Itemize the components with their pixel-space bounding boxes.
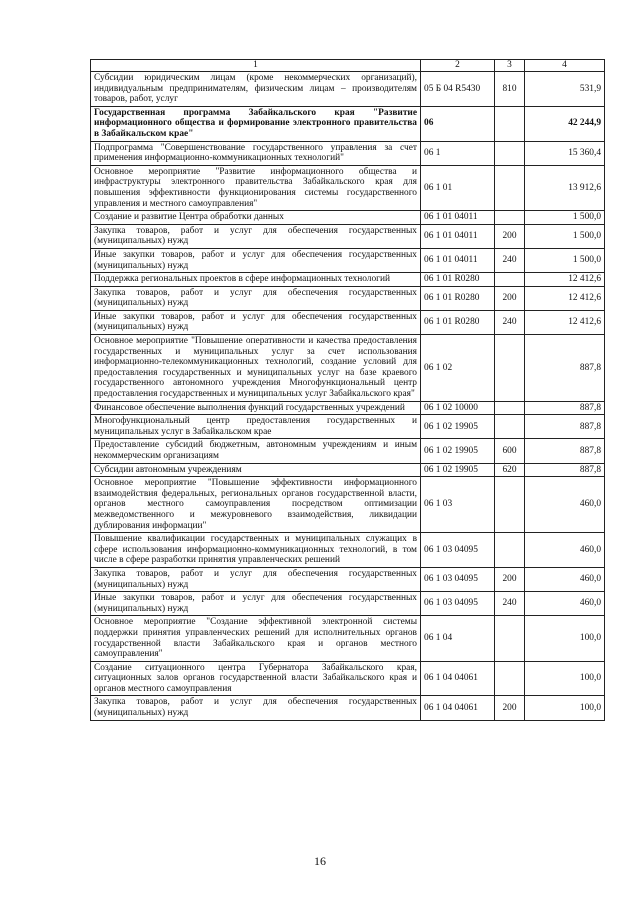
row-amount-cell: 42 244,9	[525, 106, 605, 141]
row-name-cell: Основное мероприятие "Создание эффективной электронной системы поддержки принятия управленческих решений для исполнительных органов государственной власти Забайкальского края и органов местного самоуправления"	[91, 616, 421, 661]
row-code-cell: 06 1 04 04061	[421, 696, 495, 720]
table-row	[91, 273, 605, 287]
row-name-cell: Многофункциональный центр предоставления государственных и муниципальных услуг в Забайкальском крае	[91, 415, 421, 439]
header-col-1: 1	[91, 60, 421, 72]
page-number: 16	[314, 854, 326, 868]
row-name-cell: Повышение квалификации государственных и муниципальных служащих в сфере использования информационно-коммуникационных технологий, в том числе в сфере разработки принятия управленческих решений	[91, 533, 421, 568]
header-col-2: 2	[421, 60, 495, 72]
table-row	[91, 616, 605, 661]
row-code-cell: 06 1 04	[421, 616, 495, 661]
row-amount-cell: 15 360,4	[525, 141, 605, 165]
row-name-cell: Основное мероприятие "Развитие информационного общества и инфраструктуры электронного правительства Забайкальского края для повышения эффективности функционирования системы государственного управления и местного самоуправления"	[91, 165, 421, 210]
row-type-cell: 620	[495, 463, 525, 477]
header-col-3: 3	[495, 60, 525, 72]
row-amount-cell: 100,0	[525, 616, 605, 661]
row-type-cell: 600	[495, 439, 525, 463]
budget-table	[90, 59, 605, 721]
row-code-cell: 05 Б 04 R5430	[421, 72, 495, 107]
table-row	[91, 439, 605, 463]
row-code-cell: 06 1	[421, 141, 495, 165]
row-amount-cell: 13 912,6	[525, 165, 605, 210]
row-code-cell: 06 1 01 04011	[421, 211, 495, 225]
row-name-cell: Иные закупки товаров, работ и услуг для обеспечения государственных (муниципальных) нужд	[91, 248, 421, 272]
row-name-cell: Субсидии юридическим лицам (кроме некоммерческих организаций), индивидуальным предпринимателям, физическим лицам – производителям товаров, работ, услуг	[91, 72, 421, 107]
row-name-cell: Закупка товаров, работ и услуг для обеспечения государственных (муниципальных) нужд	[91, 567, 421, 591]
row-amount-cell: 100,0	[525, 661, 605, 696]
row-code-cell: 06 1 03 04095	[421, 533, 495, 568]
table-row	[91, 533, 605, 568]
table-row	[91, 335, 605, 402]
header-col-4: 4	[525, 60, 605, 72]
row-amount-cell: 460,0	[525, 477, 605, 533]
row-amount-cell: 887,8	[525, 463, 605, 477]
row-code-cell: 06 1 02 10000	[421, 401, 495, 415]
row-code-cell: 06 1 03 04095	[421, 592, 495, 616]
row-code-cell: 06 1 01 R0280	[421, 273, 495, 287]
row-type-cell: 200	[495, 696, 525, 720]
table-row	[91, 141, 605, 165]
row-name-cell: Предоставление субсидий бюджетным, автономным учреждениям и иным некоммерческим организациям	[91, 439, 421, 463]
row-name-cell: Иные закупки товаров, работ и услуг для обеспечения государственных (муниципальных) нужд	[91, 592, 421, 616]
table-row	[91, 286, 605, 310]
row-amount-cell: 1 500,0	[525, 248, 605, 272]
table-row	[91, 72, 605, 107]
row-type-cell: 810	[495, 72, 525, 107]
row-code-cell: 06 1 02	[421, 335, 495, 402]
row-code-cell: 06 1 03 04095	[421, 567, 495, 591]
table-row	[91, 106, 605, 141]
table-row	[91, 463, 605, 477]
row-code-cell: 06 1 02 19905	[421, 415, 495, 439]
header-row	[91, 60, 605, 72]
table-row	[91, 165, 605, 210]
row-type-cell: 240	[495, 592, 525, 616]
row-amount-cell: 531,9	[525, 72, 605, 107]
row-code-cell: 06 1 01 04011	[421, 248, 495, 272]
row-amount-cell: 460,0	[525, 533, 605, 568]
table-row	[91, 211, 605, 225]
row-name-cell: Субсидии автономным учреждениям	[91, 463, 421, 477]
row-amount-cell: 887,8	[525, 401, 605, 415]
row-type-cell: 200	[495, 286, 525, 310]
row-name-cell: Создание ситуационного центра Губернатора Забайкальского края, ситуационных залов органов государственной власти Забайкальского края и органов местного самоуправления	[91, 661, 421, 696]
row-type-cell	[495, 335, 525, 402]
row-type-cell	[495, 661, 525, 696]
table-row	[91, 592, 605, 616]
row-type-cell	[495, 616, 525, 661]
row-code-cell: 06 1 01 R0280	[421, 310, 495, 334]
row-code-cell: 06 1 01 R0280	[421, 286, 495, 310]
row-amount-cell: 12 412,6	[525, 310, 605, 334]
table-row	[91, 696, 605, 720]
row-name-cell: Основное мероприятие "Повышение эффективности информационного взаимодействия федеральных, региональных органов государственной власти, органов местного самоуправления посредством оптимизации межведомственного и межуровневого взаимодействия, ликвидации дублирования информации"	[91, 477, 421, 533]
row-type-cell	[495, 273, 525, 287]
row-type-cell	[495, 106, 525, 141]
row-name-cell: Закупка товаров, работ и услуг для обеспечения государственных (муниципальных) нужд	[91, 696, 421, 720]
row-amount-cell: 1 500,0	[525, 224, 605, 248]
row-amount-cell: 12 412,6	[525, 286, 605, 310]
row-amount-cell: 1 500,0	[525, 211, 605, 225]
row-code-cell: 06 1 02 19905	[421, 439, 495, 463]
row-code-cell: 06 1 01 04011	[421, 224, 495, 248]
table-row	[91, 661, 605, 696]
row-name-cell: Закупка товаров, работ и услуг для обеспечения государственных (муниципальных) нужд	[91, 286, 421, 310]
row-amount-cell: 12 412,6	[525, 273, 605, 287]
row-type-cell	[495, 165, 525, 210]
table-row	[91, 248, 605, 272]
row-amount-cell: 887,8	[525, 335, 605, 402]
table-row	[91, 401, 605, 415]
row-amount-cell: 460,0	[525, 592, 605, 616]
row-code-cell: 06 1 02 19905	[421, 463, 495, 477]
row-amount-cell: 460,0	[525, 567, 605, 591]
table-row	[91, 415, 605, 439]
row-amount-cell: 887,8	[525, 415, 605, 439]
row-code-cell: 06 1 03	[421, 477, 495, 533]
row-type-cell	[495, 533, 525, 568]
row-type-cell	[495, 415, 525, 439]
row-type-cell: 200	[495, 567, 525, 591]
row-name-cell: Закупка товаров, работ и услуг для обеспечения государственных (муниципальных) нужд	[91, 224, 421, 248]
row-code-cell: 06	[421, 106, 495, 141]
table-row	[91, 310, 605, 334]
row-code-cell: 06 1 04 04061	[421, 661, 495, 696]
row-type-cell	[495, 477, 525, 533]
row-type-cell	[495, 211, 525, 225]
row-type-cell: 200	[495, 224, 525, 248]
row-name-cell: Иные закупки товаров, работ и услуг для обеспечения государственных (муниципальных) нужд	[91, 310, 421, 334]
row-code-cell: 06 1 01	[421, 165, 495, 210]
row-amount-cell: 100,0	[525, 696, 605, 720]
table-row	[91, 224, 605, 248]
row-name-cell: Поддержка региональных проектов в сфере информационных технологий	[91, 273, 421, 287]
table-row	[91, 567, 605, 591]
row-name-cell: Финансовое обеспечение выполнения функций государственных учреждений	[91, 401, 421, 415]
row-name-cell: Государственная программа Забайкальского края "Развитие информационного общества и формирование электронного правительства в Забайкальском крае"	[91, 106, 421, 141]
row-type-cell: 240	[495, 310, 525, 334]
row-type-cell	[495, 401, 525, 415]
row-type-cell	[495, 141, 525, 165]
row-name-cell: Создание и развитие Центра обработки данных	[91, 211, 421, 225]
row-name-cell: Подпрограмма "Совершенствование государственного управления за счет применения информационно-коммуникационных технологий"	[91, 141, 421, 165]
row-type-cell: 240	[495, 248, 525, 272]
row-amount-cell: 887,8	[525, 439, 605, 463]
table-row	[91, 477, 605, 533]
row-name-cell: Основное мероприятие "Повышение оперативности и качества предоставления государственных и муниципальных услуг за счет использования информационно-телекоммуникационных технологий, создание условий для предоставления государственных и муниципальных услуг на базе краевого государственного автономного учреждения Многофункциональный центр предоставления государственных и муниципальных услуг Забайкальского края"	[91, 335, 421, 402]
